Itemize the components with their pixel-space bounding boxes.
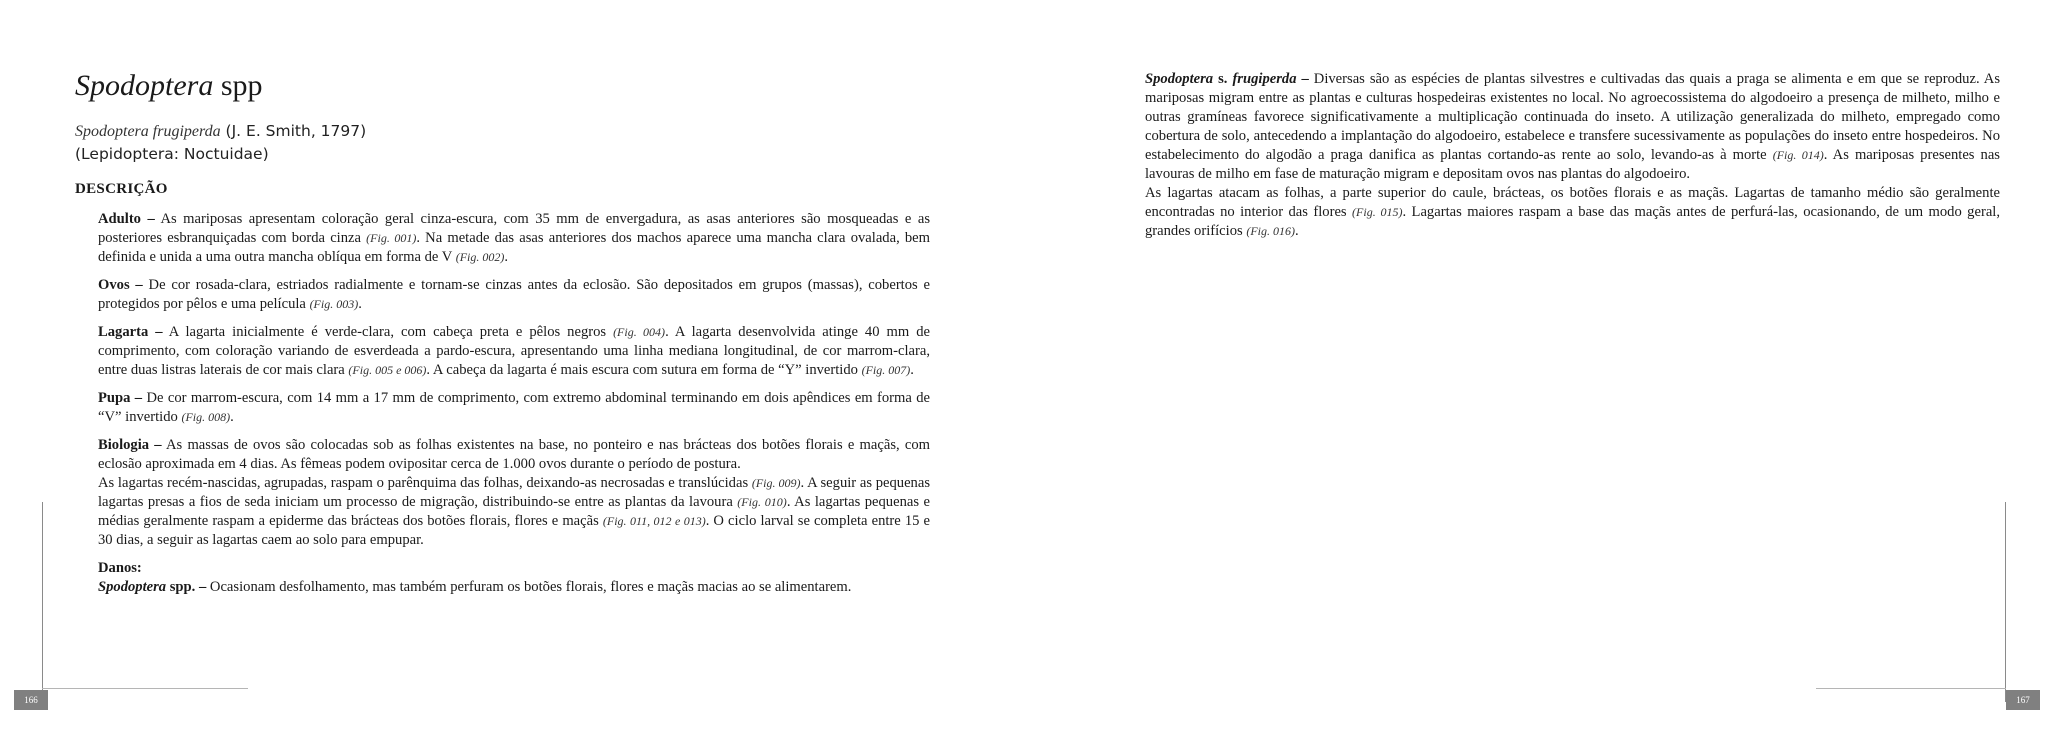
title-suffix: spp <box>213 69 263 102</box>
figure-reference: (Fig. 010) <box>737 495 787 509</box>
label-ovos: Ovos – <box>98 277 143 293</box>
label-danos <box>98 579 206 595</box>
figure-reference: (Fig. 003) <box>309 297 359 311</box>
text: . Lagartas maiores raspam a base das maçãs antes de perfurá-las, ocasionando, de um modo geral, grandes orifícios <box>1145 204 2001 239</box>
paragraph-lagarta <box>98 323 930 380</box>
text: As lagartas atacam as folhas, a parte superior do caule, brácteas, os botões florais e as maçãs. Lagartas de tamanho médio são geralmente encontradas no interior das flores <box>1145 185 2000 220</box>
text: Ocasionam desfolhamento, mas também perfuram os botões florais, flores e maçãs macias ao se alimentarem. <box>206 579 852 595</box>
text: De cor marrom-escura, com 14 mm a 17 mm de comprimento, com extremo abdominal terminando em dois apêndices em forma de “V” invertido <box>98 390 930 425</box>
right-body <box>1145 70 2000 250</box>
margin-rule-vertical <box>2005 502 2006 702</box>
text: . O ciclo larval se completa entre 15 e 30 dias, a seguir as lagartas caem ao solo para empupar. <box>98 513 931 548</box>
text: . As lagartas pequenas e médias geralmente raspam a epiderme das brácteas dos botões florais, flores e maçãs <box>98 494 931 529</box>
species-name: Spodoptera frugiperda <box>75 123 221 140</box>
text: De cor rosada-clara, estriados radialmente e tornam-se cinzas antes da eclosão. São depositados em grupos (massas), cobertos e protegidos por pêlos e uma película <box>98 277 930 312</box>
label-biologia: Biologia – <box>98 437 162 453</box>
label-lagarta: Lagarta – <box>98 324 163 340</box>
danos-genus: Spodoptera <box>98 579 167 595</box>
title-genus: Spodoptera <box>75 69 214 102</box>
text: . <box>910 362 914 378</box>
page-title <box>75 66 263 106</box>
margin-rule-vertical <box>42 502 43 702</box>
figure-reference: (Fig. 007) <box>861 363 911 377</box>
page-number: 166 <box>14 690 48 710</box>
species-order: (Lepidoptera: Noctuidae) <box>75 145 269 163</box>
margin-rule-horizontal <box>1816 688 2006 689</box>
text: A lagarta inicialmente é verde-clara, com cabeça preta e pêlos negros <box>162 324 614 340</box>
danos-heading-text: Danos: <box>98 560 142 576</box>
text: . <box>1294 223 1299 239</box>
text: . <box>230 409 234 425</box>
label-species <box>1145 71 1309 87</box>
text: Diversas são as espécies de plantas silvestres e cultivadas das quais a praga se alimenta e em que se reproduz. As mariposas migram entre as plantas e culturas hospedeiras existentes no local. No agroecossistema do algodoeiro a presença de milheto, milho e outras gramíneas favorece significativamente a multiplicação continuada do inseto. A utilização generalizada do milheto, empregado como cobertura de solo, antecedendo a implantação do algodoeiro, estabelece e transfere sucessivamente as populações do inseto entre hospedeiros. No estabelecimento do algodão a praga danifica as plantas cortando-as rente ao solo, levando-as à morte <box>1145 71 2001 163</box>
species-epithet: frugiperda <box>1232 71 1297 87</box>
species-abbrev: s. <box>1213 71 1233 87</box>
label-pupa: Pupa – <box>98 390 143 406</box>
figure-reference: (Fig. 014) <box>1772 148 1824 162</box>
figure-reference: (Fig. 015) <box>1352 205 1403 219</box>
figure-reference: (Fig. 008) <box>181 410 231 424</box>
danos-heading <box>98 559 930 578</box>
margin-rule-horizontal <box>42 688 248 689</box>
right-page <box>1024 0 2048 732</box>
danos-suffix: spp. – <box>166 579 207 595</box>
text: . Na metade das asas anteriores dos machos aparece uma mancha clara ovalada, bem definida e unida a uma outra mancha oblíqua em forma de V <box>98 230 931 265</box>
text: As lagartas recém-nascidas, agrupadas, raspam o parênquima das folhas, deixando-as necrosadas e translúcidas <box>98 475 752 491</box>
figure-reference: (Fig. 016) <box>1246 224 1295 238</box>
text: . A lagarta desenvolvida atinge 40 mm de comprimento, com coloração variando de esverdeada a pardo-escura, apresentando uma linha mediana longitudinal, de cor marrom-clara, entre duas listras laterais de cor mais clara <box>98 324 930 378</box>
figure-reference: (Fig. 004) <box>613 325 666 339</box>
text: . A cabeça da lagarta é mais escura com sutura em forma de “Y” invertido <box>426 362 862 378</box>
species-genus: Spodoptera <box>1145 71 1214 87</box>
paragraph-hospedeiros <box>1145 70 2000 241</box>
description-body <box>98 210 930 606</box>
label-adulto: Adulto – <box>98 211 155 227</box>
text: . As mariposas presentes nas lavouras de milho em fase de maturação migram e depositam ovos nas plantas do algodoeiro. <box>1145 147 2000 182</box>
figure-reference: (Fig. 011, 012 e 013) <box>602 514 706 528</box>
species-author: (J. E. Smith, 1797) <box>220 122 367 140</box>
page-number: 167 <box>2006 690 2040 710</box>
species-subtitle <box>75 120 366 165</box>
figure-reference: (Fig. 005 e 006) <box>348 363 427 377</box>
text: As massas de ovos são colocadas sob as folhas existentes na base, no ponteiro e nas brácteas dos botões florais e maçãs, com eclosão aproximada em 4 dias. As fêmeas podem ovipositar cerca de 1.000 ovos durante o período de postura. <box>98 437 930 472</box>
text: . A seguir as pequenas lagartas presas a fios de seda iniciam um processo de migração, distribuindo-se entre as plantas da lavoura <box>98 475 931 510</box>
figure-reference: (Fig. 009) <box>751 476 801 490</box>
paragraph-adulto <box>98 210 930 267</box>
text: . <box>358 296 362 312</box>
text: . <box>504 249 509 265</box>
paragraph-biologia <box>98 436 930 550</box>
species-dash: – <box>1296 71 1309 87</box>
paragraph-pupa <box>98 389 930 427</box>
section-heading: DESCRIÇÃO <box>75 181 168 197</box>
figure-reference: (Fig. 001) <box>366 231 417 245</box>
paragraph-ovos <box>98 276 930 314</box>
figure-reference: (Fig. 002) <box>455 250 505 264</box>
paragraph-danos <box>98 578 930 597</box>
text: As mariposas apresentam coloração geral cinza-escura, com 35 mm de envergadura, as asas anteriores são mosqueadas e as posteriores esbranquiçadas com borda cinza <box>98 211 930 246</box>
